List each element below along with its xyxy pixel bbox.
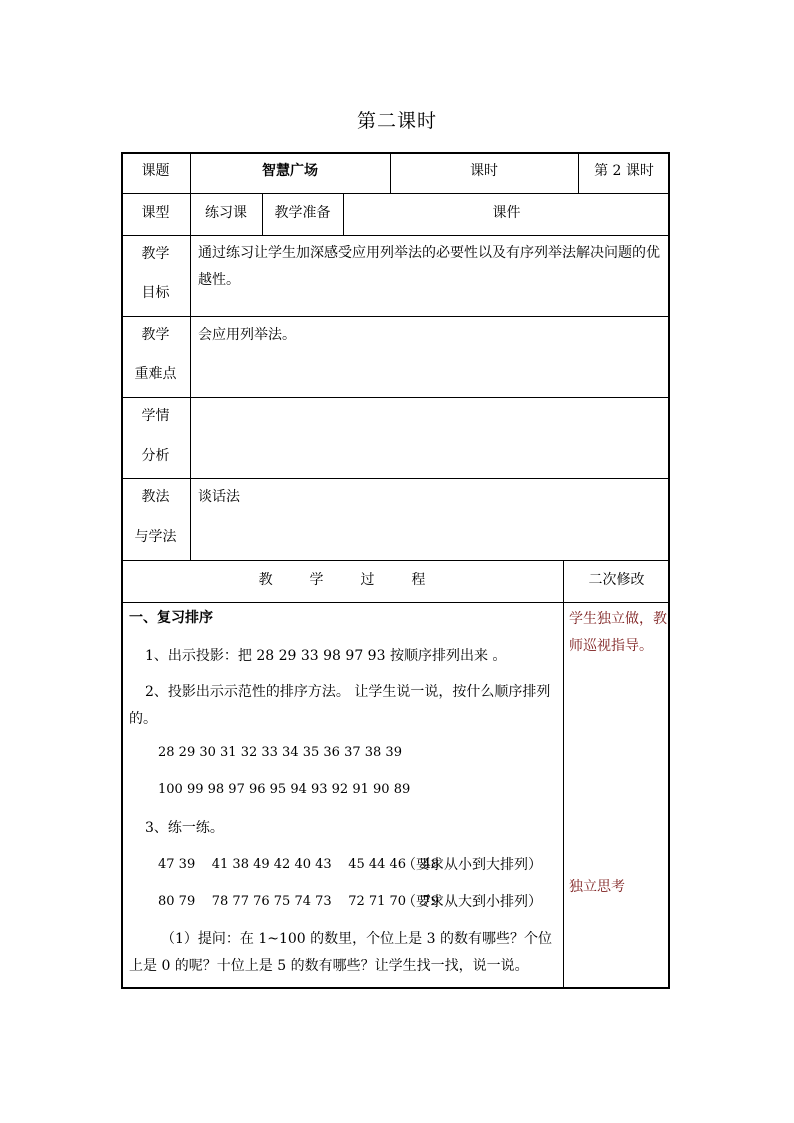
- goals-label-line1: 教学: [141, 246, 170, 262]
- goals-label-line2: 目标: [141, 285, 170, 301]
- row-divider: [121, 316, 670, 317]
- exercise1-note: （要求从小到大排列）: [402, 857, 542, 873]
- prep-value: 课件: [492, 205, 521, 221]
- topic-value: 智慧广场: [262, 163, 318, 179]
- section1-title: 一、复习排序: [129, 610, 213, 626]
- sequence-2: 100 99 98 97 96 95 94 93 92 91 90 89: [158, 782, 411, 797]
- goals-text: 通过练习让学生加深感受应用列举法的必要性以及有序列举法解决问题的优越性。: [198, 245, 660, 288]
- row-divider: [121, 235, 670, 236]
- exercise2-note: （要求从大到小排列）: [402, 894, 542, 910]
- period-value: 第 2 课时: [594, 163, 654, 179]
- period-label: 课时: [470, 163, 498, 179]
- topic-label: 课题: [141, 163, 170, 179]
- sequence-1: 28 29 30 31 32 33 34 35 36 37 38 39: [158, 745, 402, 760]
- prep-label: 教学准备: [274, 205, 331, 221]
- revision-note-1: 学生独立做，教师巡视指导。: [569, 611, 667, 654]
- row-divider: [121, 397, 670, 398]
- keypoints-label-line1: 教学: [141, 327, 170, 343]
- process-item3: 3、练一练。: [145, 820, 224, 836]
- revision-note-2: 独立思考: [569, 879, 625, 895]
- page-title: 第二课时: [356, 110, 437, 132]
- row-divider: [121, 602, 670, 603]
- col-divider: [563, 560, 564, 989]
- methods-label-line1: 教法: [141, 489, 170, 505]
- methods-text: 谈话法: [198, 489, 240, 505]
- exercise2-numbers: 80 79 78 77 76 75 74 73 72 71 70 79: [158, 894, 440, 909]
- row-divider: [121, 560, 670, 561]
- process-item2: 2、投影出示示范性的排序方法。 让学生说一说，按什么顺序排列的。: [129, 684, 551, 727]
- row-divider: [121, 193, 670, 194]
- process-item1: 1、出示投影：把 28 29 33 98 97 93 按顺序排列出来 。: [145, 648, 507, 664]
- row-divider: [121, 478, 670, 479]
- type-label: 课型: [141, 205, 170, 221]
- analysis-label-line2: 分析: [141, 448, 170, 464]
- exercise1-numbers: 47 39 41 38 49 42 40 43 45 44 46 48: [158, 857, 440, 872]
- keypoints-label-line2: 重难点: [134, 366, 177, 382]
- process-header: 教 学 过 程: [258, 572, 426, 588]
- analysis-label-line1: 学情: [141, 408, 170, 424]
- revision-header: 二次修改: [588, 572, 645, 588]
- process-question: （1）提问：在 1~100 的数里，个位上是 3 的数有哪些？个位上是 0 的呢？十位上是 5 的数有哪些？让学生找一找，说一说。: [129, 931, 552, 974]
- keypoints-text: 会应用列举法。: [198, 327, 296, 343]
- type-value: 练习课: [205, 205, 247, 221]
- methods-label-line2: 与学法: [134, 529, 177, 545]
